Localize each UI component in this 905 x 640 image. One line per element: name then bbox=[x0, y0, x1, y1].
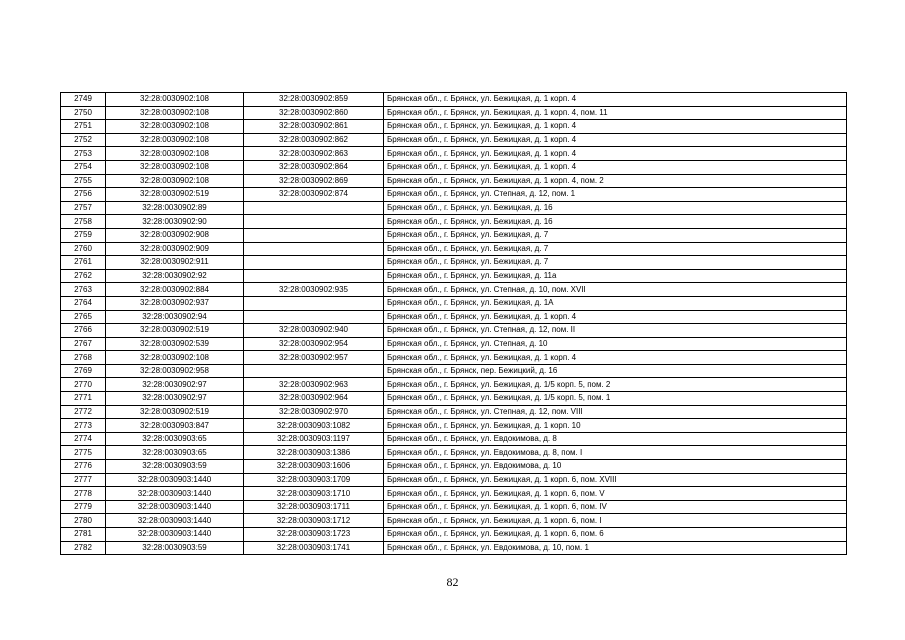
table-row bbox=[61, 160, 847, 174]
cadastral-number-cell: 32:28:0030902:863 bbox=[244, 147, 384, 161]
parent-cadastral-number-cell: 32:28:0030902:519 bbox=[106, 324, 244, 338]
parent-cadastral-number-cell: 32:28:0030902:108 bbox=[106, 147, 244, 161]
row-number-cell: 2754 bbox=[61, 160, 106, 174]
address-cell: Брянская обл., г. Брянск, ул. Евдокимова, д. 8 bbox=[384, 432, 847, 446]
row-number-cell: 2771 bbox=[61, 392, 106, 406]
row-number-cell: 2762 bbox=[61, 269, 106, 283]
table-row bbox=[61, 283, 847, 297]
address-cell: Брянская обл., г. Брянск, ул. Бежицкая, д. 1А bbox=[384, 296, 847, 310]
parent-cadastral-number-cell: 32:28:0030902:108 bbox=[106, 160, 244, 174]
table-row bbox=[61, 392, 847, 406]
row-number-cell: 2757 bbox=[61, 201, 106, 215]
cadastral-number-cell bbox=[244, 269, 384, 283]
parent-cadastral-number-cell: 32:28:0030903:1440 bbox=[106, 500, 244, 514]
table-row bbox=[61, 528, 847, 542]
address-cell: Брянская обл., г. Брянск, ул. Бежицкая, д. 1 корп. 4 bbox=[384, 351, 847, 365]
row-number-cell: 2775 bbox=[61, 446, 106, 460]
parent-cadastral-number-cell: 32:28:0030902:519 bbox=[106, 188, 244, 202]
cadastral-number-cell: 32:28:0030902:970 bbox=[244, 405, 384, 419]
address-cell: Брянская обл., г. Брянск, ул. Степная, д. 12, пом. II bbox=[384, 324, 847, 338]
parent-cadastral-number-cell: 32:28:0030902:92 bbox=[106, 269, 244, 283]
cadastral-number-cell bbox=[244, 215, 384, 229]
parent-cadastral-number-cell: 32:28:0030902:911 bbox=[106, 256, 244, 270]
table-row bbox=[61, 147, 847, 161]
table-row bbox=[61, 541, 847, 555]
address-cell: Брянская обл., г. Брянск, ул. Бежицкая, д. 7 bbox=[384, 242, 847, 256]
row-number-cell: 2752 bbox=[61, 133, 106, 147]
cadastral-number-cell bbox=[244, 310, 384, 324]
table-row bbox=[61, 500, 847, 514]
table-row bbox=[61, 215, 847, 229]
cadastral-number-cell bbox=[244, 364, 384, 378]
table-row bbox=[61, 419, 847, 433]
table-row bbox=[61, 460, 847, 474]
parent-cadastral-number-cell: 32:28:0030903:1440 bbox=[106, 487, 244, 501]
table-row bbox=[61, 351, 847, 365]
cadastral-number-cell: 32:28:0030903:1386 bbox=[244, 446, 384, 460]
parent-cadastral-number-cell: 32:28:0030902:909 bbox=[106, 242, 244, 256]
parent-cadastral-number-cell: 32:28:0030903:1440 bbox=[106, 514, 244, 528]
cadastral-number-cell: 32:28:0030902:859 bbox=[244, 93, 384, 107]
row-number-cell: 2772 bbox=[61, 405, 106, 419]
table-row bbox=[61, 324, 847, 338]
cadastral-number-cell: 32:28:0030902:860 bbox=[244, 106, 384, 120]
cadastral-number-cell: 32:28:0030902:964 bbox=[244, 392, 384, 406]
table-row bbox=[61, 514, 847, 528]
cadastral-number-cell: 32:28:0030903:1606 bbox=[244, 460, 384, 474]
table-row bbox=[61, 228, 847, 242]
address-cell: Брянская обл., г. Брянск, ул. Бежицкая, д. 1 корп. 6, пом. V bbox=[384, 487, 847, 501]
table-row bbox=[61, 269, 847, 283]
row-number-cell: 2765 bbox=[61, 310, 106, 324]
table-row bbox=[61, 93, 847, 107]
parent-cadastral-number-cell: 32:28:0030903:1440 bbox=[106, 473, 244, 487]
address-cell: Брянская обл., г. Брянск, ул. Бежицкая, д. 7 bbox=[384, 256, 847, 270]
parent-cadastral-number-cell: 32:28:0030902:89 bbox=[106, 201, 244, 215]
row-number-cell: 2778 bbox=[61, 487, 106, 501]
property-table-body bbox=[61, 93, 847, 555]
table-row bbox=[61, 106, 847, 120]
row-number-cell: 2767 bbox=[61, 337, 106, 351]
cadastral-number-cell bbox=[244, 228, 384, 242]
parent-cadastral-number-cell: 32:28:0030902:937 bbox=[106, 296, 244, 310]
parent-cadastral-number-cell: 32:28:0030902:108 bbox=[106, 174, 244, 188]
cadastral-number-cell: 32:28:0030902:957 bbox=[244, 351, 384, 365]
address-cell: Брянская обл., г. Брянск, ул. Бежицкая, д. 1 корп. 4 bbox=[384, 93, 847, 107]
parent-cadastral-number-cell: 32:28:0030902:97 bbox=[106, 392, 244, 406]
row-number-cell: 2768 bbox=[61, 351, 106, 365]
parent-cadastral-number-cell: 32:28:0030903:59 bbox=[106, 541, 244, 555]
parent-cadastral-number-cell: 32:28:0030903:65 bbox=[106, 446, 244, 460]
cadastral-number-cell: 32:28:0030903:1712 bbox=[244, 514, 384, 528]
address-cell: Брянская обл., г. Брянск, ул. Степная, д. 10, пом. XVII bbox=[384, 283, 847, 297]
row-number-cell: 2773 bbox=[61, 419, 106, 433]
table-row bbox=[61, 296, 847, 310]
property-table bbox=[60, 92, 847, 555]
row-number-cell: 2759 bbox=[61, 228, 106, 242]
cadastral-number-cell: 32:28:0030903:1197 bbox=[244, 432, 384, 446]
cadastral-number-cell bbox=[244, 256, 384, 270]
parent-cadastral-number-cell: 32:28:0030903:1440 bbox=[106, 528, 244, 542]
table-row bbox=[61, 378, 847, 392]
address-cell: Брянская обл., г. Брянск, ул. Степная, д. 10 bbox=[384, 337, 847, 351]
cadastral-number-cell: 32:28:0030902:869 bbox=[244, 174, 384, 188]
row-number-cell: 2749 bbox=[61, 93, 106, 107]
table-row bbox=[61, 473, 847, 487]
address-cell: Брянская обл., г. Брянск, ул. Бежицкая, д. 16 bbox=[384, 201, 847, 215]
address-cell: Брянская обл., г. Брянск, ул. Бежицкая, д. 1 корп. 4, пом. 11 bbox=[384, 106, 847, 120]
parent-cadastral-number-cell: 32:28:0030902:94 bbox=[106, 310, 244, 324]
row-number-cell: 2760 bbox=[61, 242, 106, 256]
table-row bbox=[61, 242, 847, 256]
table-row bbox=[61, 174, 847, 188]
row-number-cell: 2763 bbox=[61, 283, 106, 297]
address-cell: Брянская обл., г. Брянск, ул. Евдокимова, д. 10, пом. 1 bbox=[384, 541, 847, 555]
row-number-cell: 2755 bbox=[61, 174, 106, 188]
row-number-cell: 2770 bbox=[61, 378, 106, 392]
parent-cadastral-number-cell: 32:28:0030902:519 bbox=[106, 405, 244, 419]
address-cell: Брянская обл., г. Брянск, ул. Бежицкая, д. 1/5 корп. 5, пом. 1 bbox=[384, 392, 847, 406]
table-row bbox=[61, 256, 847, 270]
parent-cadastral-number-cell: 32:28:0030903:65 bbox=[106, 432, 244, 446]
address-cell: Брянская обл., г. Брянск, ул. Бежицкая, д. 7 bbox=[384, 228, 847, 242]
cadastral-number-cell bbox=[244, 201, 384, 215]
address-cell: Брянская обл., г. Брянск, ул. Бежицкая, д. 1/5 корп. 5, пом. 2 bbox=[384, 378, 847, 392]
cadastral-number-cell: 32:28:0030903:1723 bbox=[244, 528, 384, 542]
page-number: 82 bbox=[446, 575, 459, 589]
cadastral-number-cell bbox=[244, 242, 384, 256]
table-row bbox=[61, 188, 847, 202]
row-number-cell: 2777 bbox=[61, 473, 106, 487]
parent-cadastral-number-cell: 32:28:0030903:847 bbox=[106, 419, 244, 433]
cadastral-number-cell: 32:28:0030902:963 bbox=[244, 378, 384, 392]
address-cell: Брянская обл., г. Брянск, ул. Бежицкая, д. 1 корп. 4, пом. 2 bbox=[384, 174, 847, 188]
address-cell: Брянская обл., г. Брянск, пер. Бежицкий, д. 16 bbox=[384, 364, 847, 378]
row-number-cell: 2764 bbox=[61, 296, 106, 310]
address-cell: Брянская обл., г. Брянск, ул. Бежицкая, д. 16 bbox=[384, 215, 847, 229]
parent-cadastral-number-cell: 32:28:0030903:59 bbox=[106, 460, 244, 474]
parent-cadastral-number-cell: 32:28:0030902:958 bbox=[106, 364, 244, 378]
cadastral-number-cell: 32:28:0030903:1082 bbox=[244, 419, 384, 433]
cadastral-number-cell: 32:28:0030902:862 bbox=[244, 133, 384, 147]
row-number-cell: 2774 bbox=[61, 432, 106, 446]
address-cell: Брянская обл., г. Брянск, ул. Степная, д. 12, пом. 1 bbox=[384, 188, 847, 202]
address-cell: Брянская обл., г. Брянск, ул. Евдокимова, д. 10 bbox=[384, 460, 847, 474]
cadastral-number-cell: 32:28:0030902:861 bbox=[244, 120, 384, 134]
cadastral-number-cell: 32:28:0030902:864 bbox=[244, 160, 384, 174]
address-cell: Брянская обл., г. Брянск, ул. Бежицкая, д. 1 корп. 4 bbox=[384, 310, 847, 324]
row-number-cell: 2761 bbox=[61, 256, 106, 270]
parent-cadastral-number-cell: 32:28:0030902:908 bbox=[106, 228, 244, 242]
parent-cadastral-number-cell: 32:28:0030902:90 bbox=[106, 215, 244, 229]
cadastral-number-cell: 32:28:0030903:1709 bbox=[244, 473, 384, 487]
cadastral-number-cell: 32:28:0030902:954 bbox=[244, 337, 384, 351]
row-number-cell: 2753 bbox=[61, 147, 106, 161]
parent-cadastral-number-cell: 32:28:0030902:539 bbox=[106, 337, 244, 351]
table-row bbox=[61, 120, 847, 134]
address-cell: Брянская обл., г. Брянск, ул. Бежицкая, д. 1 корп. 4 bbox=[384, 133, 847, 147]
address-cell: Брянская обл., г. Брянск, ул. Бежицкая, д. 1 корп. 6, пом. IV bbox=[384, 500, 847, 514]
address-cell: Брянская обл., г. Брянск, ул. Бежицкая, д. 1 корп. 6, пом. XVIII bbox=[384, 473, 847, 487]
table-row bbox=[61, 310, 847, 324]
row-number-cell: 2758 bbox=[61, 215, 106, 229]
table-row bbox=[61, 487, 847, 501]
table-row bbox=[61, 133, 847, 147]
row-number-cell: 2766 bbox=[61, 324, 106, 338]
parent-cadastral-number-cell: 32:28:0030902:108 bbox=[106, 351, 244, 365]
table-row bbox=[61, 364, 847, 378]
cadastral-number-cell bbox=[244, 296, 384, 310]
address-cell: Брянская обл., г. Брянск, ул. Степная, д. 12, пом. VIII bbox=[384, 405, 847, 419]
address-cell: Брянская обл., г. Брянск, ул. Бежицкая, д. 11а bbox=[384, 269, 847, 283]
address-cell: Брянская обл., г. Брянск, ул. Бежицкая, д. 1 корп. 4 bbox=[384, 160, 847, 174]
cadastral-number-cell: 32:28:0030903:1710 bbox=[244, 487, 384, 501]
table-row bbox=[61, 337, 847, 351]
cadastral-number-cell: 32:28:0030903:1711 bbox=[244, 500, 384, 514]
row-number-cell: 2751 bbox=[61, 120, 106, 134]
cadastral-number-cell: 32:28:0030903:1741 bbox=[244, 541, 384, 555]
row-number-cell: 2769 bbox=[61, 364, 106, 378]
row-number-cell: 2776 bbox=[61, 460, 106, 474]
row-number-cell: 2782 bbox=[61, 541, 106, 555]
row-number-cell: 2779 bbox=[61, 500, 106, 514]
address-cell: Брянская обл., г. Брянск, ул. Бежицкая, д. 1 корп. 10 bbox=[384, 419, 847, 433]
address-cell: Брянская обл., г. Брянск, ул. Бежицкая, д. 1 корп. 4 bbox=[384, 147, 847, 161]
row-number-cell: 2756 bbox=[61, 188, 106, 202]
table-row bbox=[61, 405, 847, 419]
table-row bbox=[61, 446, 847, 460]
parent-cadastral-number-cell: 32:28:0030902:97 bbox=[106, 378, 244, 392]
parent-cadastral-number-cell: 32:28:0030902:108 bbox=[106, 133, 244, 147]
parent-cadastral-number-cell: 32:28:0030902:884 bbox=[106, 283, 244, 297]
cadastral-number-cell: 32:28:0030902:935 bbox=[244, 283, 384, 297]
row-number-cell: 2750 bbox=[61, 106, 106, 120]
row-number-cell: 2780 bbox=[61, 514, 106, 528]
parent-cadastral-number-cell: 32:28:0030902:108 bbox=[106, 106, 244, 120]
parent-cadastral-number-cell: 32:28:0030902:108 bbox=[106, 93, 244, 107]
cadastral-number-cell: 32:28:0030902:940 bbox=[244, 324, 384, 338]
address-cell: Брянская обл., г. Брянск, ул. Евдокимова, д. 8, пом. I bbox=[384, 446, 847, 460]
table-row bbox=[61, 432, 847, 446]
parent-cadastral-number-cell: 32:28:0030902:108 bbox=[106, 120, 244, 134]
address-cell: Брянская обл., г. Брянск, ул. Бежицкая, д. 1 корп. 6, пом. I bbox=[384, 514, 847, 528]
cadastral-number-cell: 32:28:0030902:874 bbox=[244, 188, 384, 202]
address-cell: Брянская обл., г. Брянск, ул. Бежицкая, д. 1 корп. 4 bbox=[384, 120, 847, 134]
table-row bbox=[61, 201, 847, 215]
address-cell: Брянская обл., г. Брянск, ул. Бежицкая, д. 1 корп. 6, пом. 6 bbox=[384, 528, 847, 542]
row-number-cell: 2781 bbox=[61, 528, 106, 542]
